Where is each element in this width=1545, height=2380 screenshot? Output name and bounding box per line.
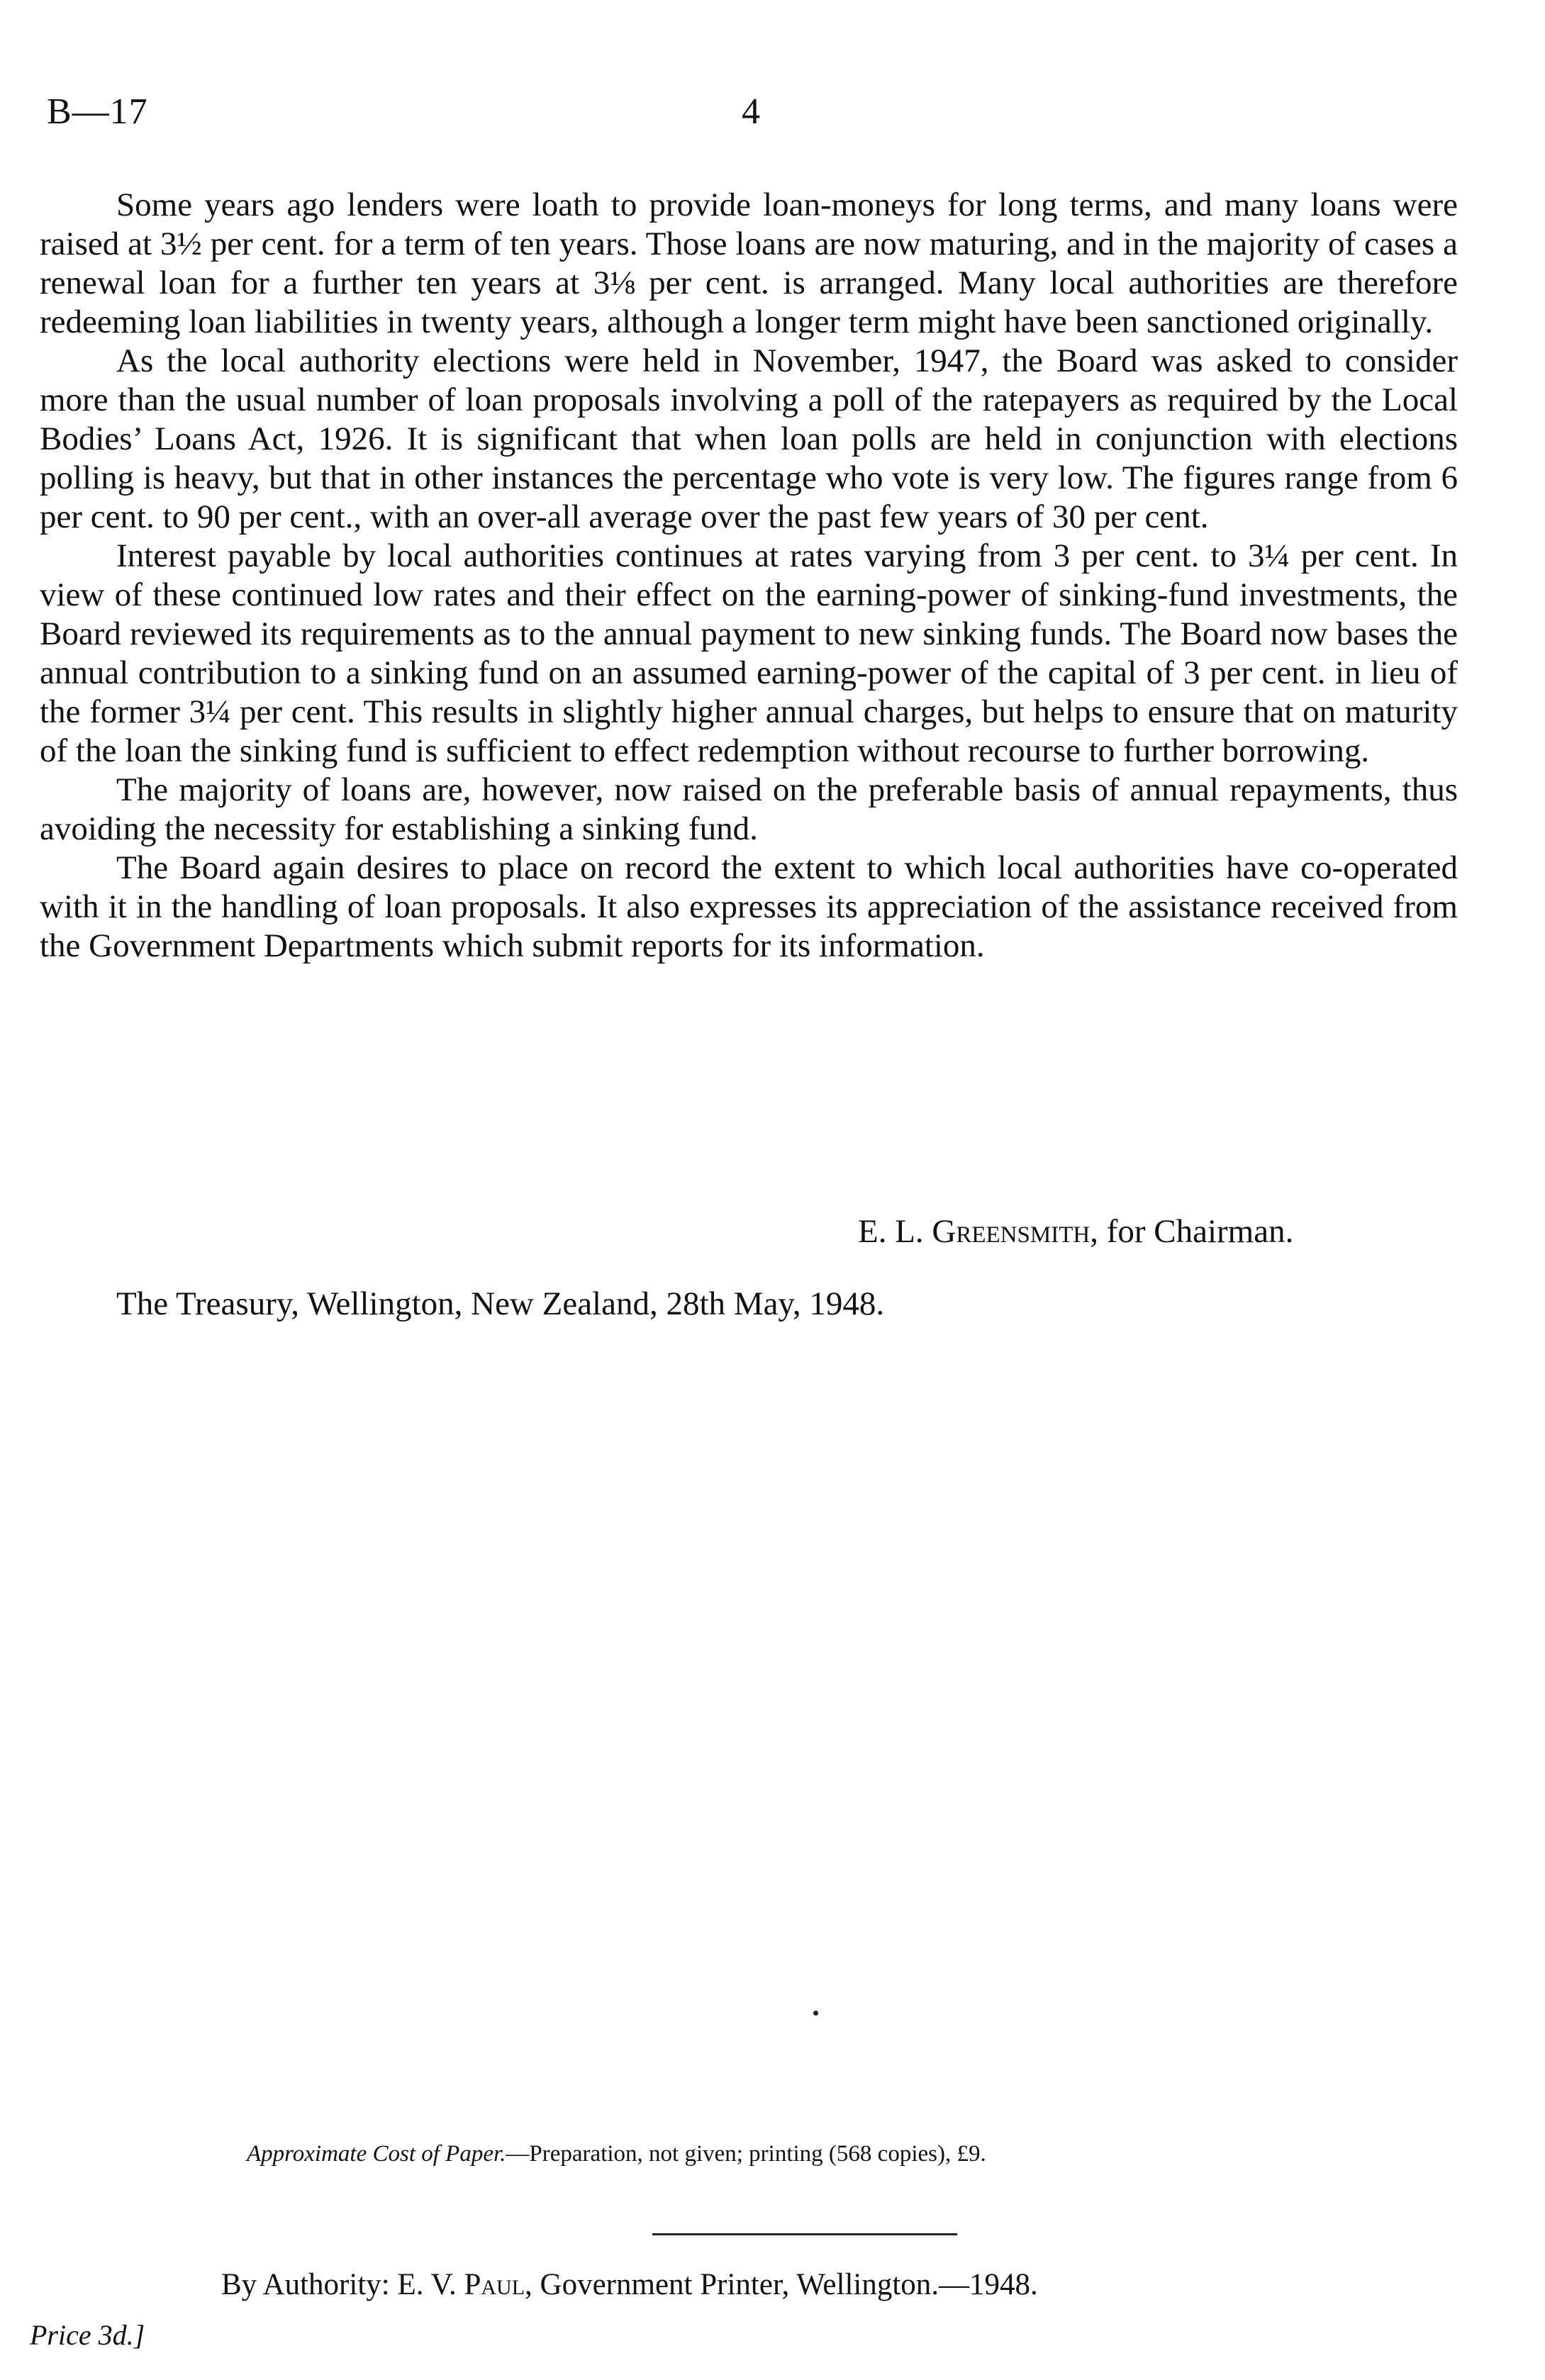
report-body [40,186,1458,966]
printer-dot [813,2011,818,2016]
price-label: Price 3d.] [30,2319,145,2351]
signature-role: , for Chairman. [1090,1213,1294,1250]
paragraph-elections-polls: As the local authority elections were held in November, 1947, the Board was asked to consider more than the usual number of loan proposals involving a poll of the ratepayers as required by the Local Bodies’ Loans Act, 1926. It is significant that when loan polls are held in conjunction with elections polling is heavy, but that in other instances the percentage who vote is very low. The figures range from 6 per cent. to 90 per cent., with an over-all average over the past few years of 30 per cent. [40,342,1458,535]
document-reference: B—17 [47,91,148,132]
signature-line [858,1212,1293,1251]
paragraph-acknowledgement: The Board again desires to place on record the extent to which local authorities have co-operated with it in the handling of loan proposals. It also expresses its appreciation of the assistance received from the Government Departments which submit reports for its information. [40,849,1458,964]
imprint-name: Paul [464,2268,525,2301]
cost-note-label: Approximate Cost of Paper. [247,2141,506,2167]
printer-imprint [221,2267,1038,2302]
divider-rule [652,2233,957,2235]
signature-surname: Greensmith [932,1213,1091,1250]
page-number: 4 [742,91,760,132]
signature-initials: E. L. [858,1213,924,1250]
imprint-suffix: , Government Printer, Wellington.—1948. [525,2268,1038,2301]
cost-note [247,2141,986,2167]
paragraph-annual-repayments: The majority of loans are, however, now raised on the preferable basis of annual repayments, thus avoiding the necessity for establishing a sinking fund. [40,771,1458,847]
paragraph-interest-rates: Interest payable by local authorities continues at rates varying from 3 per cent. to 3¼ per cent. In view of these continued low rates and their effect on the earning-power of sinking-fund investments, the Board reviewed its requirements as to the annual payment to new sinking funds. The Board now bases the annual contribution to a sinking fund on an assumed earning-power of the capital of 3 per cent. in lieu of the former 3¼ per cent. This results in slightly higher annual charges, but helps to ensure that on maturity of the loan the sinking fund is sufficient to effect redemption without recourse to further borrowing. [40,537,1458,769]
dateline: The Treasury, Wellington, New Zealand, 28th May, 1948. [116,1285,885,1322]
imprint-prefix: By Authority: E. V. [221,2268,464,2301]
paragraph-loan-terms: Some years ago lenders were loath to provide loan-moneys for long terms, and many loans were raised at 3½ per cent. for a term of ten years. Those loans are now maturing, and in the majority of cases a renewal loan for a further ten years at 3⅛ per cent. is arranged. Many local authorities are therefore redeeming loan liabilities in twenty years, although a longer term might have been sanctioned originally. [40,186,1458,340]
cost-note-text: —Preparation, not given; printing (568 copies), £9. [506,2141,986,2167]
